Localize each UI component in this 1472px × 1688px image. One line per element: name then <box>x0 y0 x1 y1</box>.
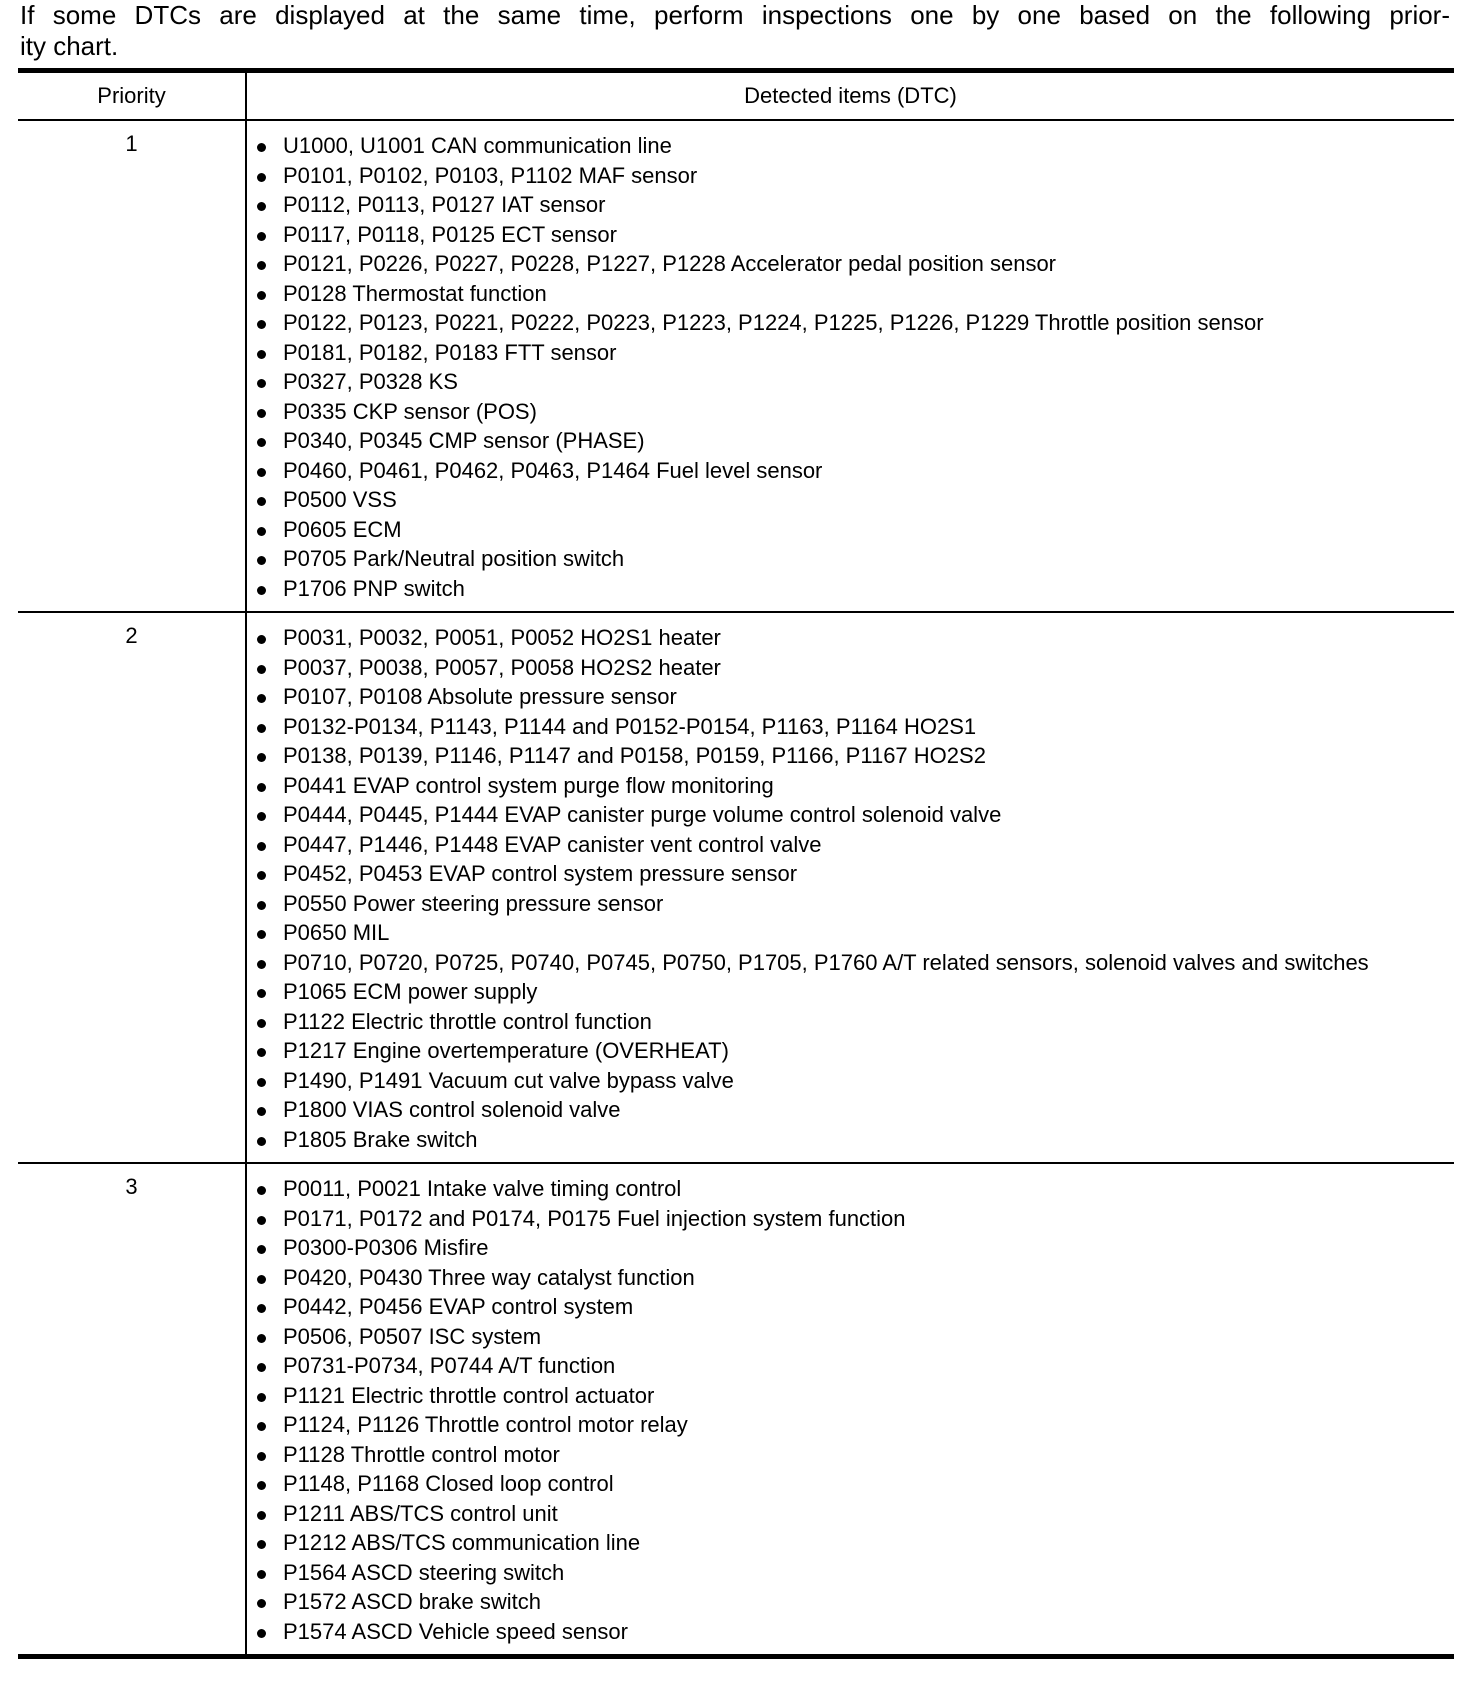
intro-line-2: ity chart. <box>20 31 119 61</box>
detected-items-cell <box>246 1163 1454 1657</box>
header-priority: Priority <box>18 71 246 121</box>
list-item: P0705 Park/Neutral position switch <box>257 544 1454 574</box>
list-item: P0117, P0118, P0125 ECT sensor <box>257 220 1454 250</box>
list-item: P0171, P0172 and P0174, P0175 Fuel injection system function <box>257 1204 1454 1234</box>
table-header-row <box>18 71 1454 121</box>
list-item: P1805 Brake switch <box>257 1125 1454 1155</box>
list-item: P0550 Power steering pressure sensor <box>257 889 1454 919</box>
list-item: P0605 ECM <box>257 515 1454 545</box>
list-item: P0112, P0113, P0127 IAT sensor <box>257 190 1454 220</box>
priority-chart-table <box>18 68 1454 1659</box>
list-item: P0011, P0021 Intake valve timing control <box>257 1174 1454 1204</box>
list-item: P0327, P0328 KS <box>257 367 1454 397</box>
list-item: P0460, P0461, P0462, P0463, P1464 Fuel level sensor <box>257 456 1454 486</box>
list-item: P0128 Thermostat function <box>257 279 1454 309</box>
list-item: P1128 Throttle control motor <box>257 1440 1454 1470</box>
table-row <box>18 612 1454 1163</box>
dtc-list <box>247 131 1454 603</box>
table-row <box>18 1163 1454 1657</box>
list-item: P0031, P0032, P0051, P0052 HO2S1 heater <box>257 623 1454 653</box>
intro-paragraph <box>20 0 1450 62</box>
table-row <box>18 120 1454 612</box>
list-item: P0121, P0226, P0227, P0228, P1227, P1228 Accelerator pedal position sensor <box>257 249 1454 279</box>
table-body <box>18 120 1454 1657</box>
list-item: P1574 ASCD Vehicle speed sensor <box>257 1617 1454 1647</box>
header-detected-items: Detected items (DTC) <box>246 71 1454 121</box>
list-item: P1800 VIAS control solenoid valve <box>257 1095 1454 1125</box>
dtc-list <box>247 1174 1454 1646</box>
list-item: P0335 CKP sensor (POS) <box>257 397 1454 427</box>
detected-items-cell <box>246 120 1454 612</box>
list-item: P0181, P0182, P0183 FTT sensor <box>257 338 1454 368</box>
list-item: P0731-P0734, P0744 A/T function <box>257 1351 1454 1381</box>
intro-line-1: If some DTCs are displayed at the same time, perform inspections one by one based on the following prior- <box>20 0 1450 30</box>
list-item: P0444, P0445, P1444 EVAP canister purge volume control solenoid valve <box>257 800 1454 830</box>
list-item: P0452, P0453 EVAP control system pressure sensor <box>257 859 1454 889</box>
list-item: P0710, P0720, P0725, P0740, P0745, P0750, P1705, P1760 A/T related sensors, solenoid valves and switches <box>257 948 1454 978</box>
list-item: P1490, P1491 Vacuum cut valve bypass valve <box>257 1066 1454 1096</box>
list-item: P1564 ASCD steering switch <box>257 1558 1454 1588</box>
list-item: P1217 Engine overtemperature (OVERHEAT) <box>257 1036 1454 1066</box>
priority-cell: 3 <box>125 1174 138 1199</box>
list-item: P0420, P0430 Three way catalyst function <box>257 1263 1454 1293</box>
list-item: P0107, P0108 Absolute pressure sensor <box>257 682 1454 712</box>
list-item: U1000, U1001 CAN communication line <box>257 131 1454 161</box>
priority-cell: 1 <box>18 120 246 612</box>
list-item: P1121 Electric throttle control actuator <box>257 1381 1454 1411</box>
list-item: P1572 ASCD brake switch <box>257 1587 1454 1617</box>
list-item: P0650 MIL <box>257 918 1454 948</box>
list-item: P0447, P1446, P1448 EVAP canister vent control valve <box>257 830 1454 860</box>
list-item: P1065 ECM power supply <box>257 977 1454 1007</box>
detected-items-cell <box>246 612 1454 1163</box>
list-item: P0122, P0123, P0221, P0222, P0223, P1223, P1224, P1225, P1226, P1229 Throttle position sensor <box>257 308 1454 338</box>
list-item: P0442, P0456 EVAP control system <box>257 1292 1454 1322</box>
list-item: P0506, P0507 ISC system <box>257 1322 1454 1352</box>
list-item: P1122 Electric throttle control function <box>257 1007 1454 1037</box>
dtc-list <box>247 623 1454 1154</box>
list-item: P0037, P0038, P0057, P0058 HO2S2 heater <box>257 653 1454 683</box>
list-item: P0138, P0139, P1146, P1147 and P0158, P0159, P1166, P1167 HO2S2 <box>257 741 1454 771</box>
list-item: P1211 ABS/TCS control unit <box>257 1499 1454 1529</box>
list-item: P0441 EVAP control system purge flow monitoring <box>257 771 1454 801</box>
list-item: P1706 PNP switch <box>257 574 1454 604</box>
list-item: P0101, P0102, P0103, P1102 MAF sensor <box>257 161 1454 191</box>
list-item: P1212 ABS/TCS communication line <box>257 1528 1454 1558</box>
list-item: P1148, P1168 Closed loop control <box>257 1469 1454 1499</box>
list-item: P0500 VSS <box>257 485 1454 515</box>
list-item: P0132-P0134, P1143, P1144 and P0152-P0154, P1163, P1164 HO2S1 <box>257 712 1454 742</box>
priority-cell: 2 <box>18 612 246 1163</box>
list-item: P0300-P0306 Misfire <box>257 1233 1454 1263</box>
list-item: P0340, P0345 CMP sensor (PHASE) <box>257 426 1454 456</box>
list-item: P1124, P1126 Throttle control motor relay <box>257 1410 1454 1440</box>
